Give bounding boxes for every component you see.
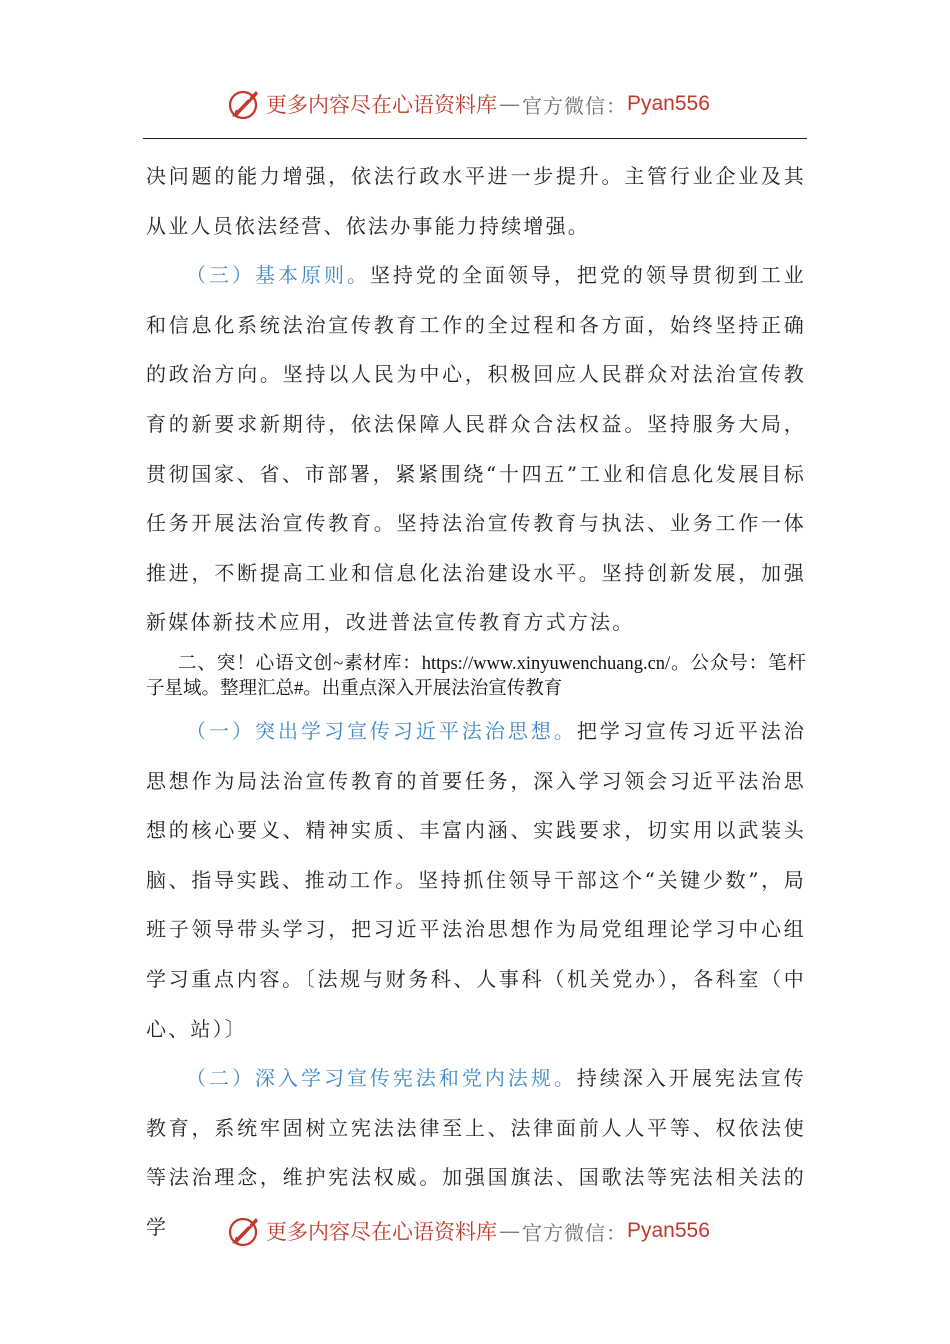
paragraph-basic-principles-text: 坚持党的全面领导，把党的领导贯彻到工业和信息化系统法治宣传教育工作的全过程和各方面，始终坚持正确的政治方向。坚持以人民为中心，积极回应人民群众对法治宣传教育的新要求新期待，依法保障人民群众合法权益。坚持服务大局，贯彻国家、省、市部署，紧紧围绕“十四五”工业和信息化发展目标任务开展法治宣传教育。坚持法治宣传教育与执法、业务工作一体推进，不断提高工业和信息化法治建设水平。坚持创新发展，加强新媒体新技术应用，改进普法宣传教育方式方法。 [146, 263, 806, 635]
paragraph-study-thought-text: 把学习宣传习近平法治思想作为局法治宣传教育的首要任务，深入学习领会习近平法治思想的核心要义、精神实质、丰富内涵、实践要求，切实用以武装头脑、指导实践、推动工作。坚持抓住领导干部这个“关键少数”，局班子领导带头学习，把习近平法治思想作为局党组理论学习中心组学习重点内容。〔法规与财务科、人事科（机关党办），各科室（中心、站）〕 [146, 718, 807, 1041]
header-site-text: 更多内容尽在心语资料库 [266, 93, 497, 117]
heading-constitution: （二）深入学习宣传宪法和党内法规。 [186, 1066, 577, 1091]
section-title: 二、突！心语文创~素材库：https://www.xinyuwenchuang.cn/。公众号：笔杆子星域。整理汇总#。出重点深入开展法治宣传教育 [146, 653, 806, 699]
footer-separator: — [499, 1219, 520, 1243]
header-wechat-label: 官方微信： [522, 93, 627, 118]
heading-basic-principles: （三）基本原则。 [186, 263, 370, 288]
quill-logo-icon [226, 86, 262, 122]
quill-logo-icon [226, 1213, 262, 1249]
footer-banner [226, 1209, 710, 1253]
paragraph-constitution-text: 持续深入开展宪法宣传教育，系统牢固树立宪法法律至上、法律面前人人平等、权依法使等法治理念，维护宪法权威。加强国旗法、国歌法等宪法相关法的学 [146, 1066, 807, 1239]
paragraph-study-thought [146, 707, 806, 1054]
footer-site-text: 更多内容尽在心语资料库 [266, 1220, 497, 1244]
header-divider [143, 138, 807, 139]
footer-wechat-label: 官方微信： [522, 1220, 627, 1245]
header-wechat-id: Pyan556 [627, 92, 710, 115]
paragraph-basic-principles [146, 251, 806, 648]
paragraph-continuation: 决问题的能力增强，依法行政水平进一步提升。主管行业企业及其从业人员依法经营、依法办事能力持续增强。 [146, 164, 806, 238]
header-separator: — [499, 92, 520, 116]
footer-wechat-id: Pyan556 [627, 1219, 710, 1242]
heading-study-thought: （一）突出学习宣传习近平法治思想。 [186, 718, 577, 743]
document-body [146, 152, 806, 1252]
header-banner [226, 82, 710, 126]
